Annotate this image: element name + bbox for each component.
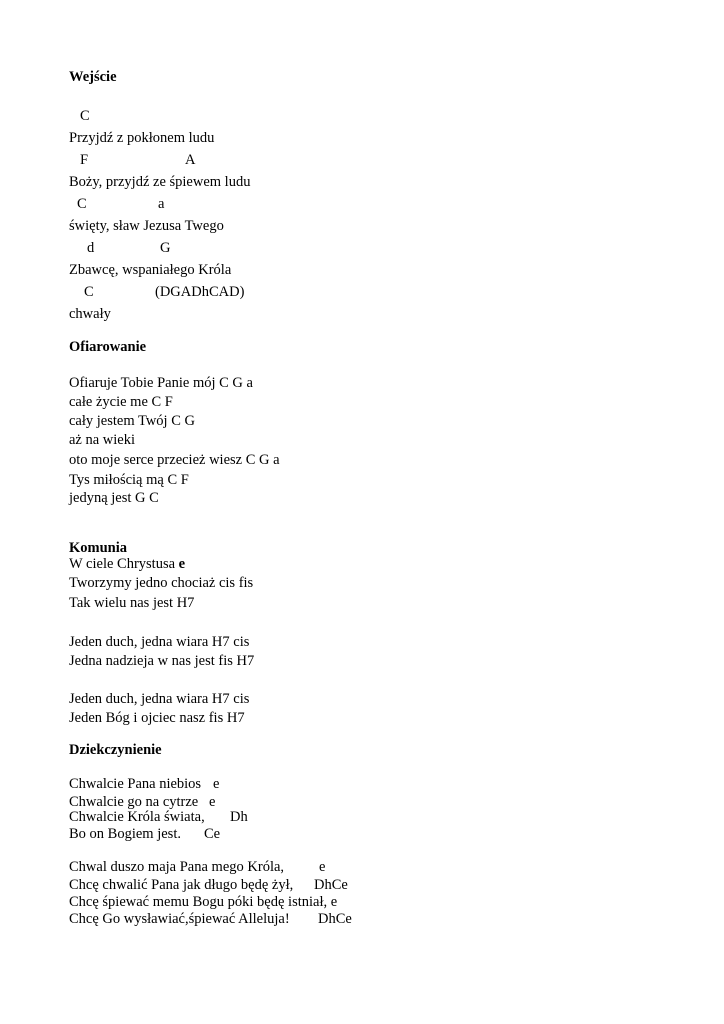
lyric-line: Bo on Bogiem jest. xyxy=(69,826,181,842)
lyric-line: oto moje serce przecież wiesz C G a xyxy=(69,452,280,468)
chord: C xyxy=(80,108,90,124)
lyric-line: Tak wielu nas jest H7 xyxy=(69,595,195,611)
lyric-line: Boży, przyjdź ze śpiewem ludu xyxy=(69,174,251,190)
lyric-line: Chwalcie Pana niebios xyxy=(69,776,202,792)
chord: C xyxy=(84,284,94,300)
lyric-line: cały jestem Twój C G xyxy=(69,413,195,429)
chord: A xyxy=(185,152,196,168)
lyric-line: Jeden duch, jedna wiara H7 cis xyxy=(69,634,250,650)
chord: (DGADhCAD) xyxy=(155,284,245,300)
lyric-line: Przyjdź z pokłonem ludu xyxy=(69,130,215,146)
chord: G xyxy=(160,240,171,256)
chord: d xyxy=(87,240,95,256)
lyric-line: Tworzymy jedno chociaż cis fis xyxy=(69,575,254,591)
lyric-line: Tys miłością mą C F xyxy=(69,472,189,488)
chord: a xyxy=(158,196,165,212)
section-heading-ofiarowanie: Ofiarowanie xyxy=(69,339,147,355)
lyric-line: Chwalcie Króla świata, xyxy=(69,809,205,825)
lyric-line: Chcę śpiewać memu Bogu póki będę istniał, e xyxy=(69,894,338,910)
section-heading-wejscie: Wejście xyxy=(69,69,117,85)
chord: DhCe xyxy=(314,877,348,893)
lyric-line: Jeden Bóg i ojciec nasz fis H7 xyxy=(69,710,245,726)
section-heading-komunia: Komunia xyxy=(69,540,128,556)
chord: e xyxy=(213,776,220,792)
chord: e xyxy=(178,556,186,572)
lyric-line: aż na wieki xyxy=(69,432,136,448)
lyric-line: święty, sław Jezusa Twego xyxy=(69,218,224,234)
lyric-line: jedyną jest G C xyxy=(69,490,159,506)
lyric-line: całe życie me C F xyxy=(69,394,173,410)
section-heading-dziekczynienie: Dziekczynienie xyxy=(69,742,162,758)
chord: e xyxy=(319,859,326,875)
chord: DhCe xyxy=(318,911,352,927)
lyric-line: Chwal duszo maja Pana mego Króla, xyxy=(69,859,285,875)
chord: Ce xyxy=(204,826,221,842)
lyric-line: Jeden duch, jedna wiara H7 cis xyxy=(69,691,250,707)
chord: Dh xyxy=(230,809,248,825)
lyric-line: Chcę chwalić Pana jak długo będę żył, xyxy=(69,877,294,893)
chord: F xyxy=(80,152,89,168)
chord: C xyxy=(77,196,87,212)
lyric-line: Chcę Go wysławiać,śpiewać Alleluja! xyxy=(69,911,290,927)
lyric-line: Zbawcę, wspaniałego Króla xyxy=(69,262,232,278)
lyric-line: chwały xyxy=(69,306,111,322)
lyric-line: Ofiaruje Tobie Panie mój C G a xyxy=(69,375,253,391)
chord: e xyxy=(209,794,216,810)
lyric-line: Chwalcie go na cytrze xyxy=(69,794,199,810)
lyric-line: Jedna nadzieja w nas jest fis H7 xyxy=(69,653,255,669)
lyric-line xyxy=(69,557,185,572)
lyric-text: W ciele Chrystusa xyxy=(69,556,179,572)
